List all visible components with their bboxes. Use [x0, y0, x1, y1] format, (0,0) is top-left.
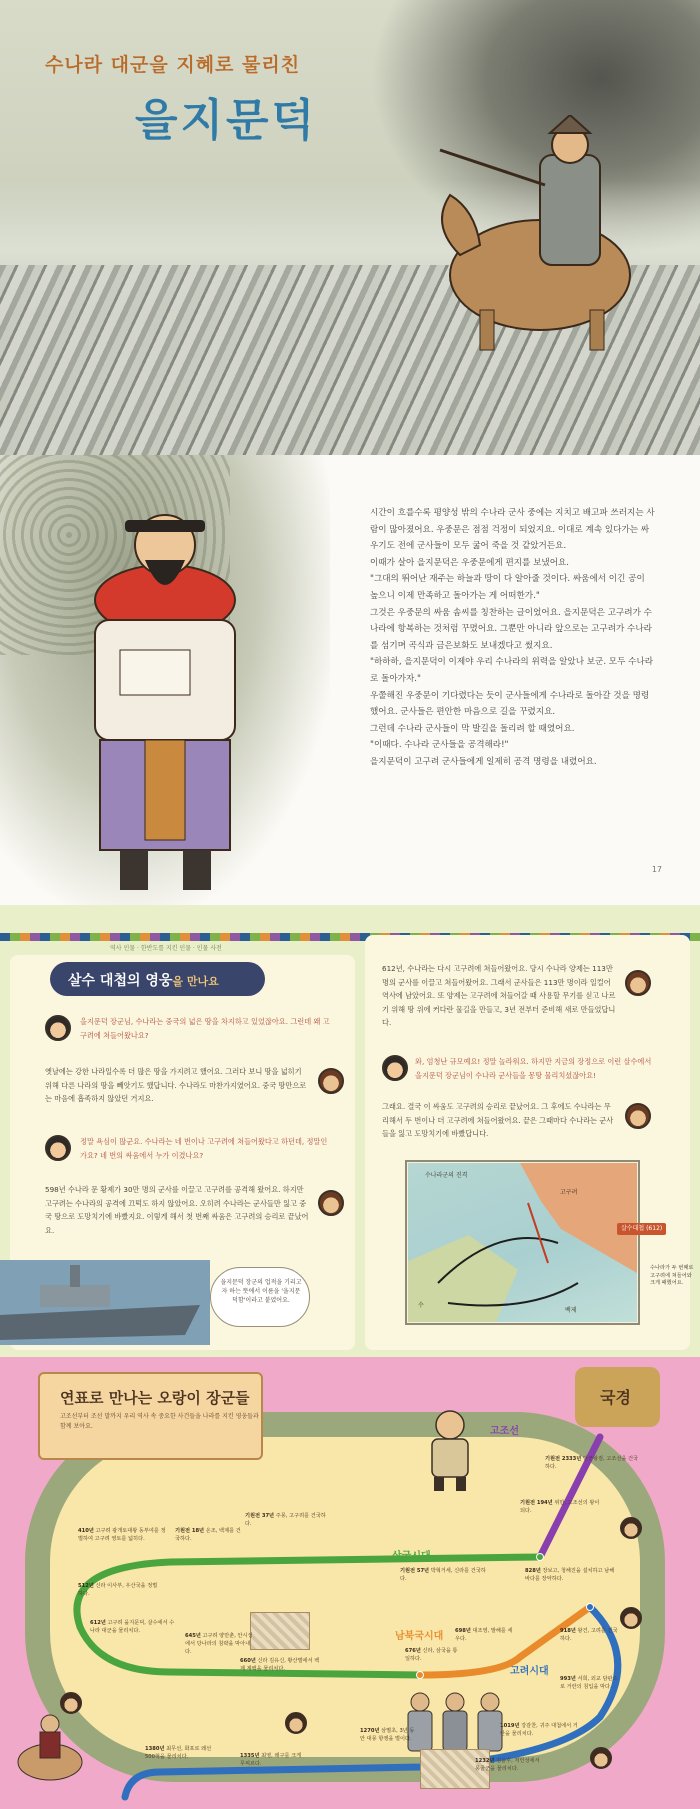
- event-year: 기원전 57년: [400, 1568, 430, 1574]
- speech-bubble-text: 을지문덕 장군의 업적을 기리고자 하는 뜻에서 이름을 '을지문덕함'이라고 붙였어요.: [220, 1279, 302, 1304]
- event-year: 1380년: [145, 1746, 165, 1752]
- event-year: 828년: [525, 1568, 541, 1574]
- era-goryeo: 고려시대: [510, 1666, 549, 1677]
- timeline-intro: 고조선부터 조선 말까지 우리 역사 속 중요한 사건들을 나라를 지킨 영웅들과 함께 보아요.: [60, 1413, 259, 1430]
- map-label-sui: 수: [418, 1302, 424, 1309]
- event-text: 신라 이사부, 우산국을 정벌하다.: [78, 1583, 158, 1597]
- event-year: 993년: [560, 1676, 576, 1682]
- event-text: 고구려 을지문덕, 살수에서 수나라 대군을 물리치다.: [90, 1620, 175, 1634]
- timeline-event: [560, 1675, 620, 1691]
- timeline-title: 연표로 만나는 오랑이 장군들: [60, 1389, 250, 1407]
- timeline-event: [525, 1567, 620, 1583]
- event-year: 기원전 2333년: [545, 1456, 582, 1462]
- warship-illustration: [0, 1260, 210, 1345]
- event-text: 온조, 백제를 건국하다.: [175, 1528, 241, 1542]
- timeline-event: [145, 1745, 215, 1761]
- era-gojoseon: 고조선: [490, 1426, 519, 1437]
- question-text: 와, 엄청난 규모예요! 정말 놀라워요. 하지만 지금의 장정으로 이런 살수에서 을지문덕 장군님이 수나라 군사들을 몽땅 물리치셨잖아요!: [415, 1057, 652, 1080]
- event-year: 기원전 194년: [520, 1500, 553, 1506]
- story-paragraph: 그런데 수나라 군사들이 막 발길을 돌리려 할 때였어요.: [370, 723, 575, 734]
- timeline-event: [240, 1752, 305, 1768]
- event-year: 676년: [405, 1648, 421, 1654]
- event-text: 김윤후, 처인성에서 몽골군을 물리치다.: [475, 1758, 540, 1772]
- question-text: 을지문덕 장군님, 수나라는 중국의 넓은 땅을 차지하고 있었잖아요. 그런데 왜 고구려에 쳐들어왔나요?: [80, 1017, 330, 1040]
- general-on-horse-illustration: [420, 115, 680, 355]
- story-paragraph: 우쭐해진 우중문이 기다렸다는 듯이 군사들에게 수나라로 돌아갈 것을 명령했어요. 군사들은 편안한 마음으로 길을 꾸렸지요.: [370, 690, 650, 718]
- event-year: 1019년: [500, 1723, 520, 1729]
- map-label-goguryeo: 고구려: [560, 1189, 578, 1196]
- topic-kicker: 역사 인물 · 한반도를 지킨 인물 · 인물 사전: [110, 945, 222, 952]
- general-portrait: [60, 1692, 82, 1714]
- gojoseon-figure-illustration: [420, 1407, 480, 1492]
- timeline-event: [545, 1455, 640, 1471]
- timeline-dot: [536, 1553, 544, 1561]
- chapter-title: 을지문덕: [135, 95, 318, 146]
- event-year: 660년: [240, 1658, 256, 1664]
- era-samguk: 삼국시대: [392, 1551, 431, 1562]
- timeline-event: [245, 1512, 330, 1528]
- general-avatar: [318, 1190, 344, 1216]
- topic-accent: 을 만나요: [172, 975, 219, 988]
- question-text: 정말 욕심이 많군요. 수나라는 네 번이나 고구려에 쳐들어왔다고 하던데, 정말인가요? 네 번의 싸움에서 누가 이겼나요?: [80, 1137, 328, 1160]
- map-battle-tag: 살수대첩 (612): [617, 1223, 666, 1235]
- event-text: 서희, 외교 담판으로 거란의 침입을 막다.: [560, 1676, 618, 1690]
- story-text: [370, 505, 655, 771]
- timeline-event: [78, 1527, 168, 1543]
- general-avatar: [625, 1103, 651, 1129]
- event-text: 단군왕검, 고조선을 건국하다.: [545, 1456, 639, 1470]
- event-text: 고구려 양만춘, 안시성에서 당나라의 침략을 막아내다.: [185, 1633, 253, 1655]
- event-text: 신라 김유신, 황산벌에서 백제 계백을 물리치다.: [240, 1658, 320, 1672]
- timeline-event: [500, 1722, 580, 1738]
- event-text: 대조영, 발해를 세우다.: [455, 1628, 513, 1642]
- corner-title: 국경: [600, 1388, 631, 1407]
- timeline-spread: [0, 1357, 700, 1809]
- map-label-baekje: 백제: [565, 1307, 577, 1314]
- story-paragraph: 이때가 살아 을지문덕은 우중문에게 편지를 보냈어요.: [370, 557, 570, 568]
- event-year: 698년: [455, 1628, 471, 1634]
- event-text: 강감찬, 귀주 대첩에서 거란을 물리치다.: [500, 1723, 578, 1737]
- event-year: 918년: [560, 1628, 576, 1634]
- timeline-event: [175, 1527, 245, 1543]
- timeline-event: [520, 1499, 605, 1515]
- event-year: 기원전 37년: [245, 1513, 275, 1519]
- event-thumbnail: [250, 1612, 310, 1650]
- timeline-event: [185, 1632, 255, 1656]
- general-portrait: [285, 1712, 307, 1734]
- event-year: 410년: [78, 1528, 94, 1534]
- map-note: 수나라가 두 번째로 고구려에 쳐들어와 크게 패했어요.: [650, 1265, 694, 1287]
- answer-text: 그래요. 결국 이 싸움도 고구려의 승리로 끝났어요. 그 후에도 수나라는 무리해서 두 번이나 더 고구려에 쳐들어왔어요. 끝은 그때마다 수나라는 군사들을 잃고 도망치기에 바빴답니다.: [382, 1102, 614, 1138]
- timeline-event: [455, 1627, 515, 1643]
- answer-text: 612년, 수나라는 다시 고구려에 쳐들어왔어요. 당시 수나라 양제는 113만 명의 군사를 이끌고 쳐들어왔어요. 그래서 군사들은 113만 명이라 일컬어 역사에 남았어요. 또 양제는 고구려에 쳐들어갈 때 사용할 무기를 싣고 나르기 위해 땅 위에 커다란 물길을 만들고, 3년 전부터 준비해 새로 만들었답니다.: [382, 964, 616, 1027]
- topic-main: 살수 대첩의 영웅: [68, 973, 173, 989]
- page-number: 17: [651, 865, 662, 874]
- answer-text: 옛날에는 강한 나라일수록 더 많은 땅을 가지려고 했어요. 그러다 보니 땅을 넓히기 위해 다른 나라의 땅을 빼앗기도 했답니다. 수나라도 마찬가지였어요. 중국 땅만으로는 마음에 흡족하지 않았던 거지요.: [45, 1067, 307, 1103]
- map-legend: 수나라군의 진격: [425, 1172, 468, 1179]
- event-year: 612년: [90, 1620, 106, 1626]
- event-year: 1270년: [360, 1728, 380, 1734]
- story-paragraph: 시간이 흐를수록 평양성 밖의 수나라 군사 중에는 지치고 배고파 쓰러지는 사람이 많아졌어요. 우중문은 점점 걱정이 되었지요. 이대로 계속 있다가는 싸우기도 전에 군사들이 모두 굶어 죽을 것 같았거든요.: [370, 508, 655, 552]
- story-paragraph: 을지문덕이 고구려 군사들에게 일제히 공격 명령을 내렸어요.: [370, 756, 597, 767]
- timeline-event: [90, 1619, 175, 1635]
- event-year: 645년: [185, 1633, 201, 1639]
- child-avatar: [45, 1135, 71, 1161]
- attack-route-arrows: [408, 1163, 637, 1322]
- timeline-dot: [586, 1603, 594, 1611]
- era-nambuk: 남북국시대: [395, 1631, 444, 1642]
- event-text: 위만, 고조선의 왕이 되다.: [520, 1500, 600, 1514]
- event-year: 1232년: [475, 1758, 495, 1764]
- story-paragraph: "이때다. 수나라 군사들을 공격해라!": [370, 740, 509, 751]
- timeline-event: [475, 1757, 545, 1773]
- timeline-event: [560, 1627, 620, 1643]
- event-text: 최영, 왜구를 크게 무찌르다.: [240, 1753, 302, 1767]
- event-text: 왕건, 고려를 건국하다.: [560, 1628, 618, 1642]
- event-text: 장보고, 청해진을 설치하고 남해 바다를 장악하다.: [525, 1568, 615, 1582]
- timeline-event: [360, 1727, 415, 1743]
- timeline-event: [405, 1647, 460, 1663]
- child-avatar: [382, 1055, 408, 1081]
- event-text: 박혁거세, 신라를 건국하다.: [400, 1568, 486, 1582]
- event-year: 1335년: [240, 1753, 260, 1759]
- general-portrait: [590, 1747, 612, 1769]
- horseman-illustration: [10, 1702, 90, 1792]
- story-paragraph: 그것은 우중문의 싸움 솜씨를 칭찬하는 글이었어요. 을지문덕은 고구려가 수나라에 항복하는 것처럼 꾸몄어요. 그뿐만 아니라 앞으로는 고구려가 수나라를 섬기며 곡식과 금은보화도 보내겠다고 썼지요.: [370, 607, 652, 651]
- event-text: 최무선, 화포로 왜선 500척을 물리치다.: [145, 1746, 212, 1760]
- event-text: 삼별초, 3년 동안 대몽 항쟁을 벌이다.: [360, 1728, 415, 1742]
- event-text: 주몽, 고구려를 건국하다.: [245, 1513, 326, 1527]
- event-text: 신라, 삼국을 통일하다.: [405, 1648, 458, 1662]
- event-year: 512년: [78, 1583, 94, 1589]
- timeline-event: [400, 1567, 490, 1583]
- answer-text: 598년 수나라 문 황제가 30만 명의 군사를 이끌고 고구려를 공격해 왔어요. 하지만 고구려는 수나라의 공격에 끄떡도 하지 않았어요. 오히려 수나라는 군사들만 잃고 중국 땅으로 도망치기에 바빴지요. 이렇게 해서 첫 번째 싸움은 고구려의 승리로 끝났어요.: [45, 1185, 309, 1235]
- general-avatar: [625, 970, 651, 996]
- event-text: 고구려 광개토대왕 동부여를 정벌하여 고구려 영토를 넓히다.: [78, 1528, 166, 1542]
- timeline-event: [78, 1582, 158, 1598]
- topic-heading: [68, 970, 219, 990]
- event-year: 기원전 18년: [175, 1528, 205, 1534]
- timeline-dot: [416, 1671, 424, 1679]
- eulji-mundeok-illustration: [55, 490, 275, 900]
- chapter-subtitle: 수나라 대군을 지혜로 물리친: [45, 54, 301, 76]
- general-portrait: [620, 1607, 642, 1629]
- general-portrait: [620, 1517, 642, 1539]
- story-spread: [0, 455, 700, 905]
- title-spread: [0, 0, 700, 455]
- timeline-event: [240, 1657, 320, 1673]
- general-avatar: [318, 1068, 344, 1094]
- story-paragraph: "하하하, 을지문덕이 이제야 우리 수나라의 위력을 알았나 보군. 모두 수나라로 돌아가자.": [370, 657, 654, 684]
- story-paragraph: "그대의 뛰어난 재주는 하늘과 땅이 다 알아줄 것이다. 싸움에서 이긴 공이 높으니 이제 만족하고 돌아가는 게 어떠한가.": [370, 574, 645, 601]
- child-avatar: [45, 1015, 71, 1041]
- interview-spread: [0, 905, 700, 1357]
